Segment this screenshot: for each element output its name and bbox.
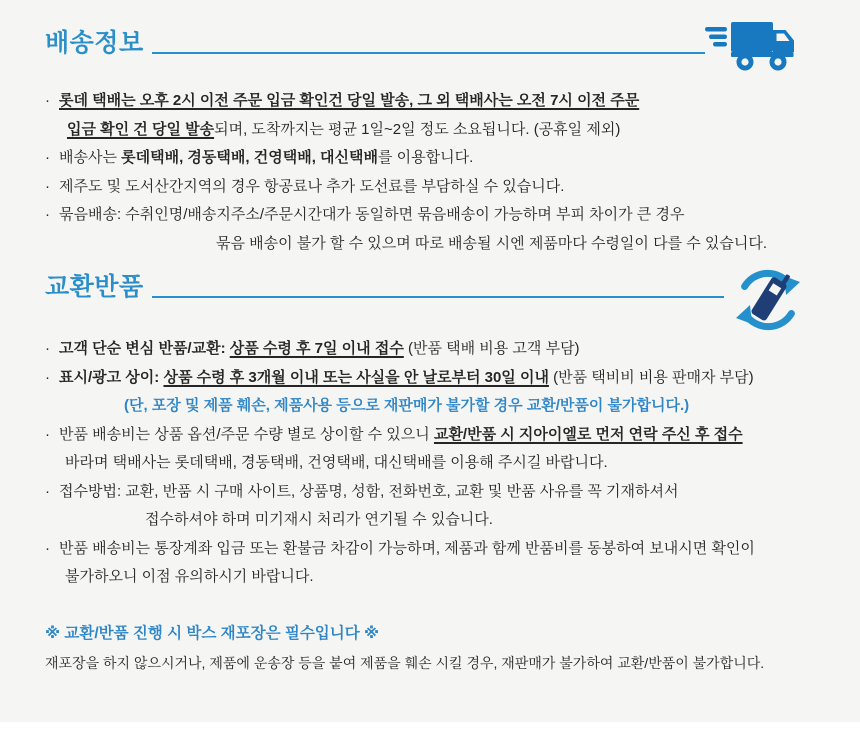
info-line bbox=[45, 535, 840, 564]
info-line bbox=[51, 449, 840, 478]
text-segment: 접수하셔야 하며 미기재시 처리가 연기될 수 있습니다. bbox=[145, 511, 493, 528]
text-segment: 상품 수령 후 3개월 이내 또는 사실을 안 날로부터 30일 이내 bbox=[163, 368, 549, 386]
text-segment: 바라며 택배사는 롯데택배, 경동택배, 건영택배, 대신택배를 이용해 주시길 바랍니다. bbox=[65, 454, 608, 471]
shipping-section-title: 배송정보 bbox=[45, 29, 144, 57]
repack-notice: ※ 교환/반품 진행 시 박스 재포장은 필수입니다 ※ bbox=[45, 624, 380, 642]
info-line bbox=[45, 201, 840, 230]
shipping-section-header bbox=[45, 26, 840, 56]
bullet-dot: · bbox=[45, 92, 50, 109]
text-segment: 묶음 배송이 불가 할 수 있으며 따로 배송될 시엔 제품마다 수령일이 다를 수 있습니다. bbox=[216, 234, 768, 252]
bullet-dot: · bbox=[45, 206, 50, 223]
text-segment: 표시/광고 상이: bbox=[59, 368, 164, 386]
bottom-white-strip bbox=[0, 722, 860, 745]
info-line bbox=[45, 478, 840, 507]
repack-notice-block bbox=[45, 620, 840, 676]
text-segment: 입금 확인 건 당일 발송 bbox=[67, 120, 215, 138]
shipping-section-body bbox=[45, 87, 840, 258]
info-line bbox=[53, 116, 840, 145]
repack-detail: 재포장을 하지 않으시거나, 제품에 운송장 등을 붙여 제품을 훼손 시킬 경우, 재판매가 불가하여 교환/반품이 불가합니다. bbox=[45, 654, 765, 671]
returns-section-body bbox=[45, 335, 840, 592]
bullet-dot: · bbox=[45, 482, 50, 500]
text-segment: 접수방법: 교환, 반품 시 구매 사이트, 상품명, 성함, 전화번호, 교환 및 반품 사유를 꼭 기재하셔서 bbox=[59, 482, 679, 500]
bullet-dot: · bbox=[45, 149, 50, 166]
text-segment: 불가하오니 이점 유의하시기 바랍니다. bbox=[65, 568, 314, 585]
info-line bbox=[202, 230, 840, 259]
info-line bbox=[45, 335, 840, 364]
bullet-dot: · bbox=[45, 340, 50, 357]
bullet-dot: · bbox=[45, 177, 50, 195]
text-segment: 반품 배송비는 통장계좌 입금 또는 환불금 차감이 가능하며, 제품과 함께 반품비를 동봉하여 보내시면 확인이 bbox=[59, 539, 755, 557]
text-segment: 배송사는 bbox=[59, 149, 122, 166]
info-line bbox=[45, 364, 840, 393]
info-line bbox=[51, 563, 840, 592]
text-segment: 를 이용합니다. bbox=[378, 149, 474, 166]
returns-section-title: 교환반품 bbox=[45, 273, 144, 301]
info-line bbox=[131, 506, 840, 535]
info-line bbox=[45, 173, 840, 202]
text-segment: 교환/반품 시 지아이엘로 먼저 연락 주신 후 접수 bbox=[433, 425, 743, 443]
text-segment: 고객 단순 변심 반품/교환: bbox=[59, 340, 230, 357]
returns-section-header bbox=[45, 270, 840, 300]
text-segment: 묶음배송: 수취인명/배송지주소/주문시간대가 동일하면 묶음배송이 가능하며 부피 차이가 큰 경우 bbox=[59, 206, 685, 223]
text-segment: 제주도 및 도서산간지역의 경우 항공료나 추가 도선료를 부담하실 수 있습니다. bbox=[59, 177, 565, 195]
text-segment: 반품 배송비는 상품 옵션/주문 수량 별로 상이할 수 있으니 bbox=[59, 425, 434, 443]
text-segment: 상품 수령 후 7일 이내 접수 bbox=[229, 340, 404, 357]
info-line bbox=[45, 144, 840, 173]
bullet-dot: · bbox=[45, 425, 50, 443]
text-segment: (단, 포장 및 제품 훼손, 제품사용 등으로 재판매가 불가할 경우 교환/반품이 불가합니다.) bbox=[124, 397, 690, 414]
bullet-dot: · bbox=[45, 368, 50, 386]
section-rule bbox=[152, 52, 705, 54]
text-segment: 롯데택배, 경동택배, 건영택배, 대신택배 bbox=[121, 149, 378, 166]
truck-icon bbox=[705, 26, 800, 56]
info-line bbox=[110, 392, 840, 421]
text-segment: (반품 택배 비용 고객 부담) bbox=[403, 340, 580, 357]
text-segment: 롯데 택배는 오후 2시 이전 주문 입금 확인건 당일 발송, 그 외 택배사는 오전 7시 이전 주문 bbox=[59, 92, 640, 109]
text-segment: 되며, 도착까지는 평균 1일~2일 정도 소요됩니다. (공휴일 제외) bbox=[214, 120, 621, 138]
info-line bbox=[45, 87, 840, 116]
section-rule bbox=[152, 296, 724, 298]
bullet-dot: · bbox=[45, 539, 50, 557]
text-segment: (반품 택비비 비용 판매자 부담) bbox=[548, 368, 754, 386]
phone-recycle-icon bbox=[724, 270, 812, 300]
info-line bbox=[45, 421, 840, 450]
